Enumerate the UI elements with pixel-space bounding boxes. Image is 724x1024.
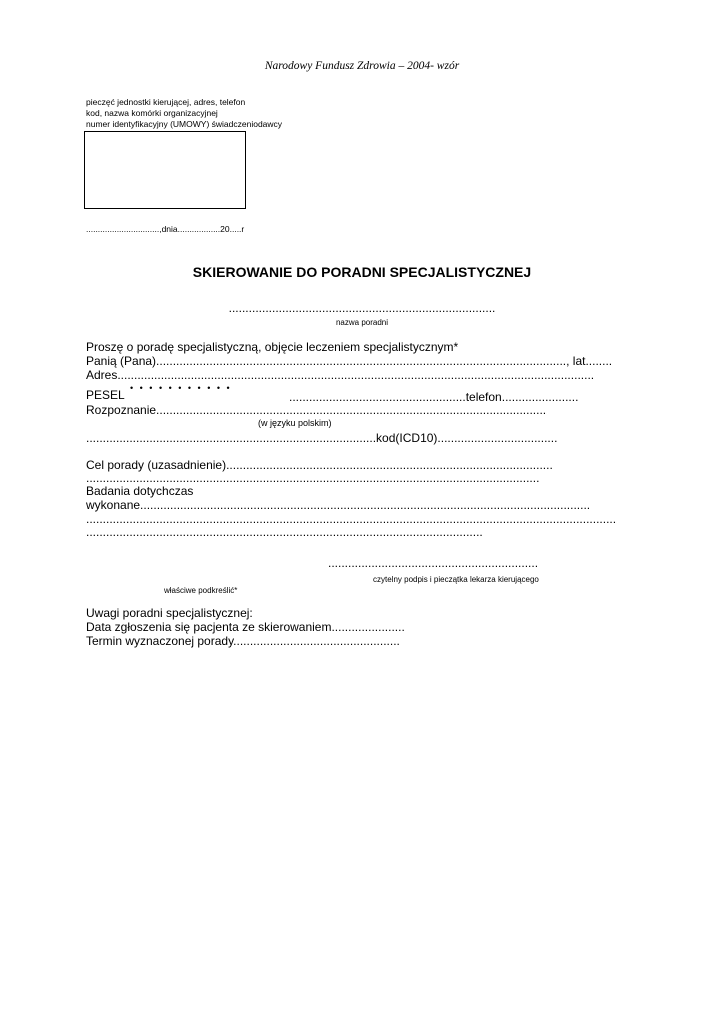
diagnosis-language-note: (w języku polskim) (258, 418, 332, 428)
document-title: SKIEROWANIE DO PORADNI SPECJALISTYCZNEJ (192, 264, 532, 280)
stamp-label-line3: numer identyfikacyjny (UMOWY) świadczeniodawcy (86, 119, 283, 129)
phone-field: .....................................................telefon....................... (289, 390, 579, 404)
underline-note: właściwe podkreślić* (164, 586, 238, 595)
stamp-box (84, 131, 246, 209)
tests-field: wykonane....................................................................................................................................... (86, 498, 591, 512)
diagnosis-field: Rozpoznanie..................................................................................................................... (86, 403, 547, 417)
purpose-field: Cel porady (uzasadnienie).................................................................................................. (86, 458, 553, 472)
tests-continuation-2: ....................................................................................................................... (86, 525, 483, 539)
patient-field: Panią (Pana)..........................................................................................................................., lat........ (86, 354, 613, 368)
purpose-continuation: ........................................................................................................................................ (86, 471, 540, 485)
tests-continuation-1: ............................................................................................................................................................... (86, 512, 617, 526)
remarks-title: Uwagi poradni specjalistycznej: (86, 606, 253, 620)
stamp-label-line2: kod, nazwa komórki organizacyjnej (86, 108, 218, 118)
pesel-label: PESEL (86, 388, 125, 402)
icd-code-field: .......................................................................................kod(ICD10).................................... (86, 431, 558, 445)
pesel-digit-markers: • • • • • • • • • • • (130, 383, 232, 393)
date-line: ...............................,dnia..................20.....r (86, 224, 245, 234)
clinic-name-label: nazwa poradni (335, 318, 389, 327)
signature-label: czytelny podpis i pieczątka lekarza kierującego (373, 575, 539, 584)
registration-date-field: Data zgłoszenia się pacjenta ze skierowaniem...................... (86, 620, 405, 634)
appointment-date-field: Termin wyznaczonej porady.................................................. (86, 634, 400, 648)
address-field: Adres............................................................................................................................................... (86, 368, 595, 382)
form-intro: Proszę o poradę specjalistyczną, objęcie leczeniem specjalistycznym* (86, 340, 459, 354)
signature-field: ............................................................... (328, 556, 539, 570)
stamp-label-line1: pieczęć jednostki kierującej, adres, telefon (86, 97, 246, 107)
document-header: Narodowy Fundusz Zdrowia – 2004- wzór (264, 60, 460, 72)
clinic-name-field: ................................................................................ (228, 301, 496, 315)
tests-label: Badania dotychczas (86, 484, 194, 498)
